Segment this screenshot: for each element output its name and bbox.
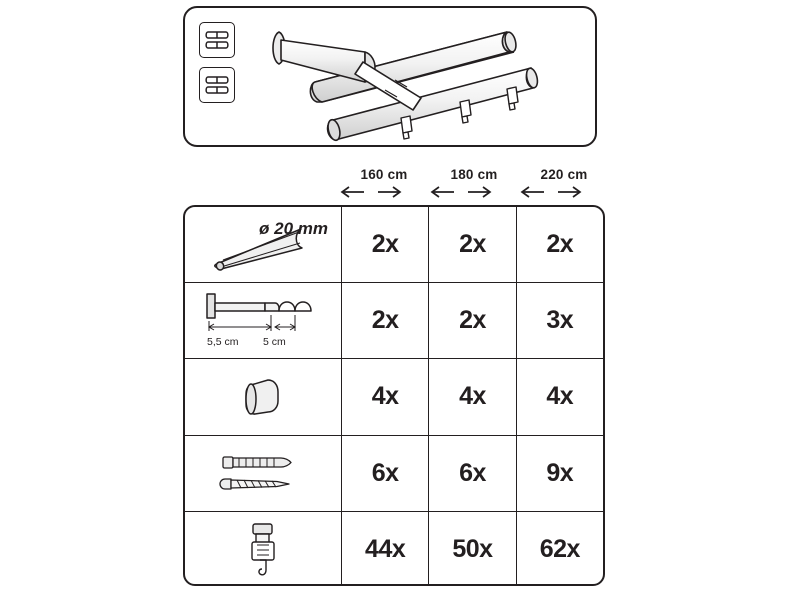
part-cell — [185, 207, 342, 282]
part-cell — [185, 512, 342, 586]
double-arrow-icon — [430, 186, 518, 198]
dimension-label-1: 5,5 cm — [207, 336, 239, 349]
table-row — [185, 359, 603, 435]
width-label: 220 cm — [540, 167, 588, 182]
parts-quantity-table — [183, 205, 605, 586]
quantity-cell: 62x — [539, 535, 580, 564]
table-row — [185, 207, 603, 283]
width-label: 160 cm — [360, 167, 408, 182]
width-label: 180 cm — [450, 167, 498, 182]
width-column-headers — [340, 168, 605, 204]
badge-double-rod-profile-2 — [199, 67, 235, 103]
quantity-cell: 2x — [342, 283, 429, 358]
quantity-cell: 2x — [546, 230, 574, 259]
wall-plug-and-screw-icon — [215, 449, 311, 497]
width-header-2 — [520, 168, 608, 198]
table-row — [185, 436, 603, 512]
quantity-cell: 2x — [429, 207, 516, 282]
quantity-cell: 2x — [342, 207, 429, 282]
double-arrow-icon — [520, 186, 608, 198]
curtain-glider-hook-icon — [243, 521, 283, 579]
double-rod-profile-icon — [204, 29, 230, 51]
quantity-cell: 9x — [546, 458, 574, 487]
width-header-1 — [430, 168, 518, 198]
quantity-cell: 4x — [546, 382, 574, 411]
part-cell — [185, 359, 342, 434]
quantity-cell: 6x — [429, 436, 516, 511]
end-cap-icon — [235, 374, 291, 420]
diameter-label: ø 20 mm — [259, 219, 328, 238]
part-cell — [185, 436, 342, 511]
double-rod-profile-icon — [204, 74, 230, 96]
badge-double-rod-profile-1 — [199, 22, 235, 58]
dimension-label-2: 5 cm — [263, 336, 286, 349]
badge-column — [199, 22, 243, 103]
part-cell — [185, 283, 342, 358]
table-row — [185, 283, 603, 359]
quantity-cell: 50x — [429, 512, 516, 586]
quantity-cell: 44x — [342, 512, 429, 586]
quantity-cell: 6x — [342, 436, 429, 511]
quantity-cell: 4x — [342, 359, 429, 434]
table-row — [185, 512, 603, 586]
width-header-0 — [340, 168, 428, 198]
quantity-cell: 2x — [429, 283, 516, 358]
wall-bracket-double-icon — [205, 291, 315, 333]
quantity-cell: 4x — [429, 359, 516, 434]
double-arrow-icon — [340, 186, 428, 198]
assembled-rod-drawing — [245, 10, 595, 146]
product-illustration-panel — [183, 6, 597, 147]
quantity-cell: 3x — [546, 306, 574, 335]
